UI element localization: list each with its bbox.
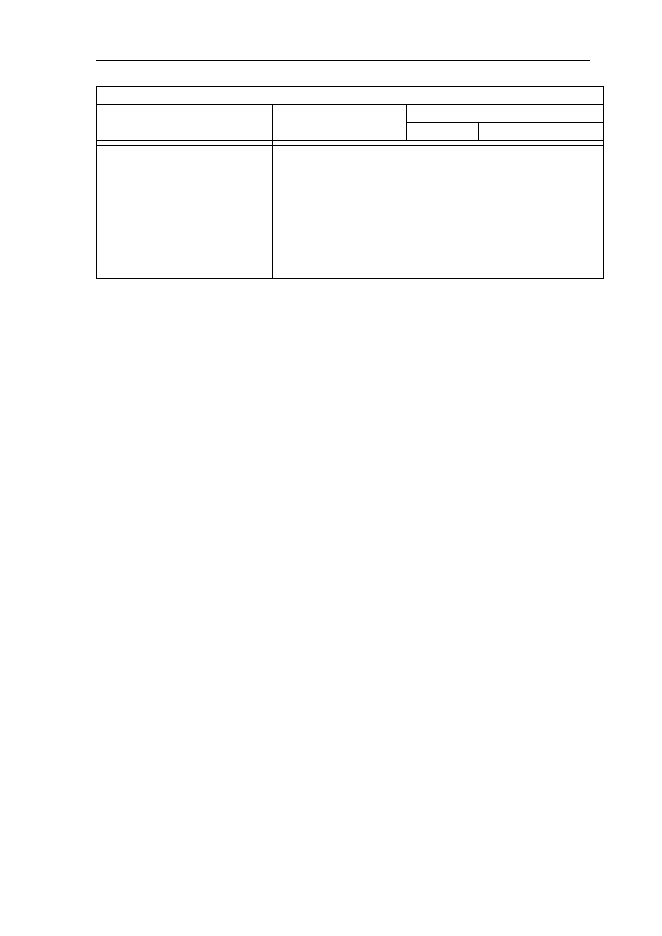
header-holder-name xyxy=(97,105,273,141)
shareholders-table xyxy=(96,86,604,279)
header-share-kind xyxy=(407,123,479,141)
header-share-amount xyxy=(479,123,604,141)
header-unrestricted-qty xyxy=(273,105,407,141)
header-share-kind-group xyxy=(407,105,604,123)
header-divider xyxy=(96,60,590,61)
margin-trading-text xyxy=(273,146,604,279)
margin-trading-label xyxy=(97,146,273,279)
unrestricted-section-title xyxy=(97,87,604,105)
